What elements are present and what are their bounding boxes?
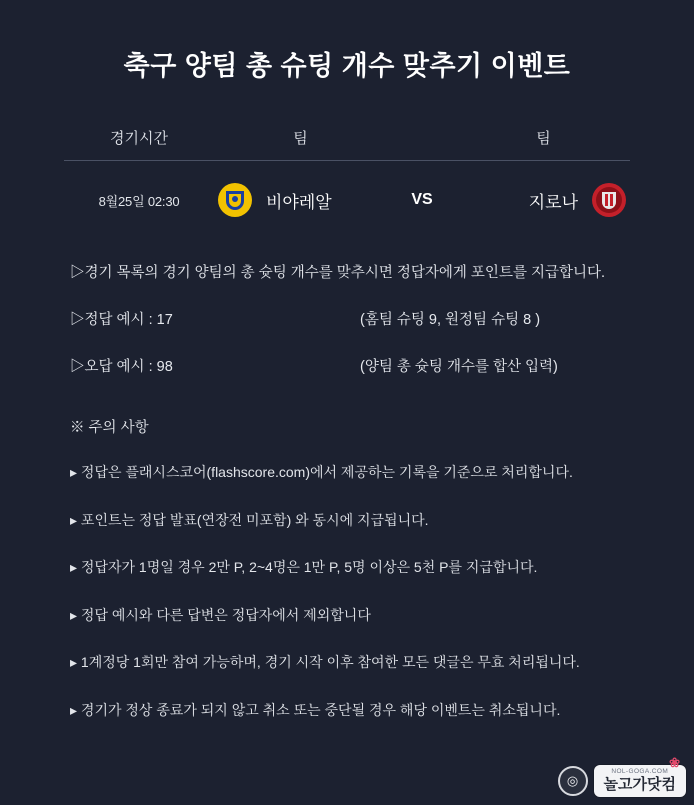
match-datetime: 8월25일 02:30 <box>98 193 180 209</box>
rules-section <box>70 263 624 721</box>
villarreal-crest-icon <box>218 183 252 217</box>
notice-item: ▸ 정답 예시와 다른 답변은 정답자에서 제외합니다 <box>70 606 371 623</box>
home-team-cell <box>214 183 387 217</box>
match-table-header <box>64 127 630 161</box>
notice-item: ▸ 포인트는 정답 발표(연장전 미포함) 와 동시에 지급됩니다. <box>70 511 429 528</box>
column-header-time: 경기시간 <box>110 130 168 147</box>
rule-correct-example <box>70 310 624 331</box>
away-team-name: 지로나 <box>528 192 578 212</box>
vs-label: VS <box>411 191 433 208</box>
wrong-example-note: (양팀 총 슛팅 개수를 합산 입력) <box>360 359 558 376</box>
correct-example-note: (홈팀 슈팅 9, 원정팀 슈팅 8 ) <box>360 312 541 329</box>
ribbon-icon: ❀ <box>669 754 680 770</box>
home-team-name: 비야레알 <box>266 192 332 212</box>
notice-item: ▸ 정답은 플래시스코어(flashscore.com)에서 제공하는 기록을 기준으로 처리합니다. <box>70 464 573 481</box>
rule-intro <box>70 263 624 284</box>
away-team-cell <box>457 183 630 217</box>
watermark-brand: 놀고가닷컴 <box>603 776 676 793</box>
match-row <box>64 161 630 239</box>
watermark-circle-icon: ◎ <box>558 766 588 796</box>
notice-heading: ※ 주의 사항 <box>70 420 149 437</box>
correct-example-label: ▷정답 예시 : 17 <box>70 312 173 329</box>
watermark-tag <box>594 754 686 798</box>
girona-crest-icon <box>592 183 626 217</box>
notice-item: ▸ 1계정당 1회만 참여 가능하며, 경기 시작 이후 참여한 모든 댓글은 무효 처리됩니다. <box>70 654 580 671</box>
rule-intro-text: ▷경기 목록의 경기 양팀의 총 슛팅 개수를 맞추시면 정답자에게 포인트를 지급합니다. <box>70 265 606 281</box>
page-title: 축구 양팀 총 슈팅 개수 맞추기 이벤트 <box>123 51 571 81</box>
rule-wrong-example <box>70 357 624 378</box>
column-header-home-team: 팀 <box>293 130 308 147</box>
watermark-domain: NOL-GOGA.COM <box>611 767 669 775</box>
site-watermark <box>558 754 686 798</box>
notice-item: ▸ 경기가 정상 종료가 되지 않고 취소 또는 중단될 경우 해당 이벤트는 취소됩니다. <box>70 702 561 719</box>
wrong-example-label: ▷오답 예시 : 98 <box>70 359 173 376</box>
match-table <box>64 127 630 239</box>
notice-item: ▸ 정답자가 1명일 경우 2만 P, 2~4명은 1만 P, 5명 이상은 5천 P를 지급합니다. <box>70 559 538 576</box>
column-header-away-team: 팀 <box>536 130 551 147</box>
